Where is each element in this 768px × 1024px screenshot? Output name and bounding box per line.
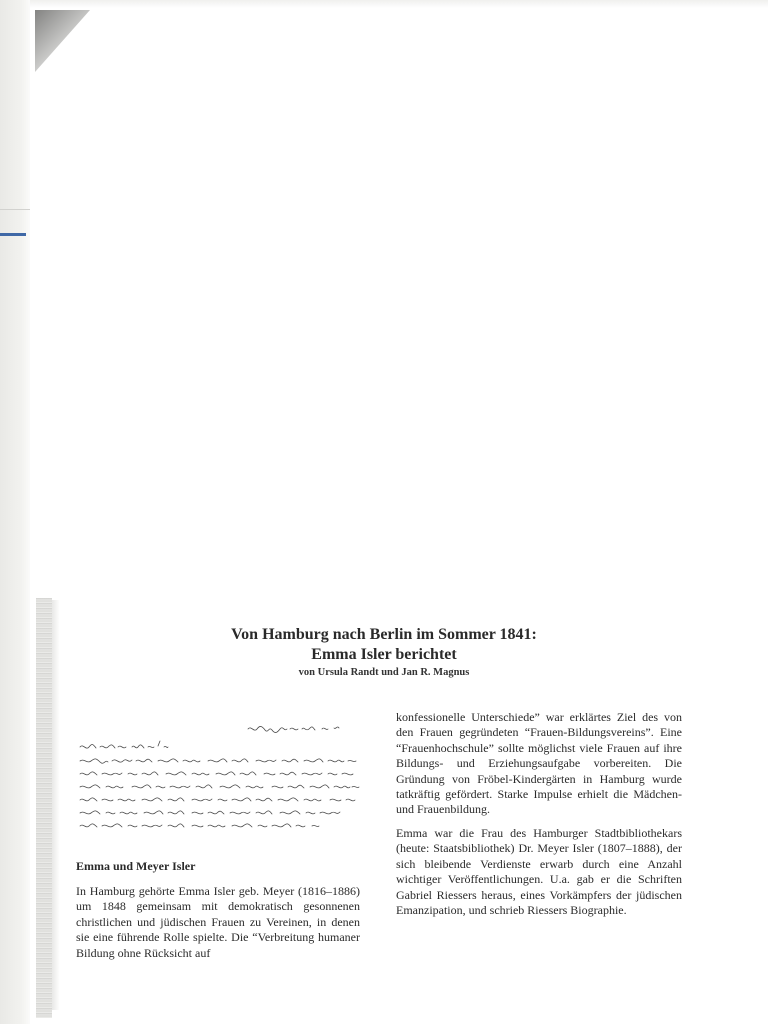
- blue-edge-mark: [0, 233, 26, 236]
- right-column-paragraph-1: konfessionelle Unterschiede” war erklärtes Ziel des von den Frauen gegründeten “Frauen-Bildungsvereins”. Eine “Frauenhochschule” sollte möglichst viele Frauen auf ihre Bildungs- und Erziehungsaufgabe vorbereiten. Die Gründung von Fröbel-Kindergärten in Hamburg wurde tatkräftig gefördert. Starke Impulse erhielt die Mädchen- und Frauenbildung.: [396, 710, 682, 817]
- article-byline: von Ursula Randt und Jan R. Magnus: [298, 667, 470, 678]
- right-column-paragraph-2: Emma war die Frau des Hamburger Stadtbibliothekars (heute: Staatsbibliothek) Dr. Meyer Isler (1807–1888), der sich bleibende Verdienste erwarb durch eine Anzahl wichtiger Veröffentlichungen. U.a. gab er die Schriften Gabriel Riessers heraus, eines Vorkämpfers der jüdischen Emanzipation, und schrieb Riessers Biographie.: [396, 826, 682, 918]
- page-edge-rule: [0, 209, 30, 210]
- scanner-top-edge: [30, 0, 768, 8]
- section-heading: Emma und Meyer Isler: [76, 859, 196, 873]
- article-title-line2: Emma Isler berichtet: [311, 646, 457, 663]
- scanner-page-edge: [0, 0, 30, 1024]
- scan-shadow-corner: [35, 10, 90, 72]
- handwritten-letter-image: [76, 720, 366, 830]
- article-title-line1: Von Hamburg nach Berlin im Sommer 1841:: [231, 626, 537, 643]
- left-column-paragraph: In Hamburg gehörte Emma Isler geb. Meyer (1816–1886) um 1848 gemeinsam mit demokratisch gesonnenen christlichen und jüdischen Frauen zu Vereinen, in denen sie eine führende Rolle spielte. Die “Verbreitung humaner Bildung ohne Rücksicht auf: [76, 884, 360, 960]
